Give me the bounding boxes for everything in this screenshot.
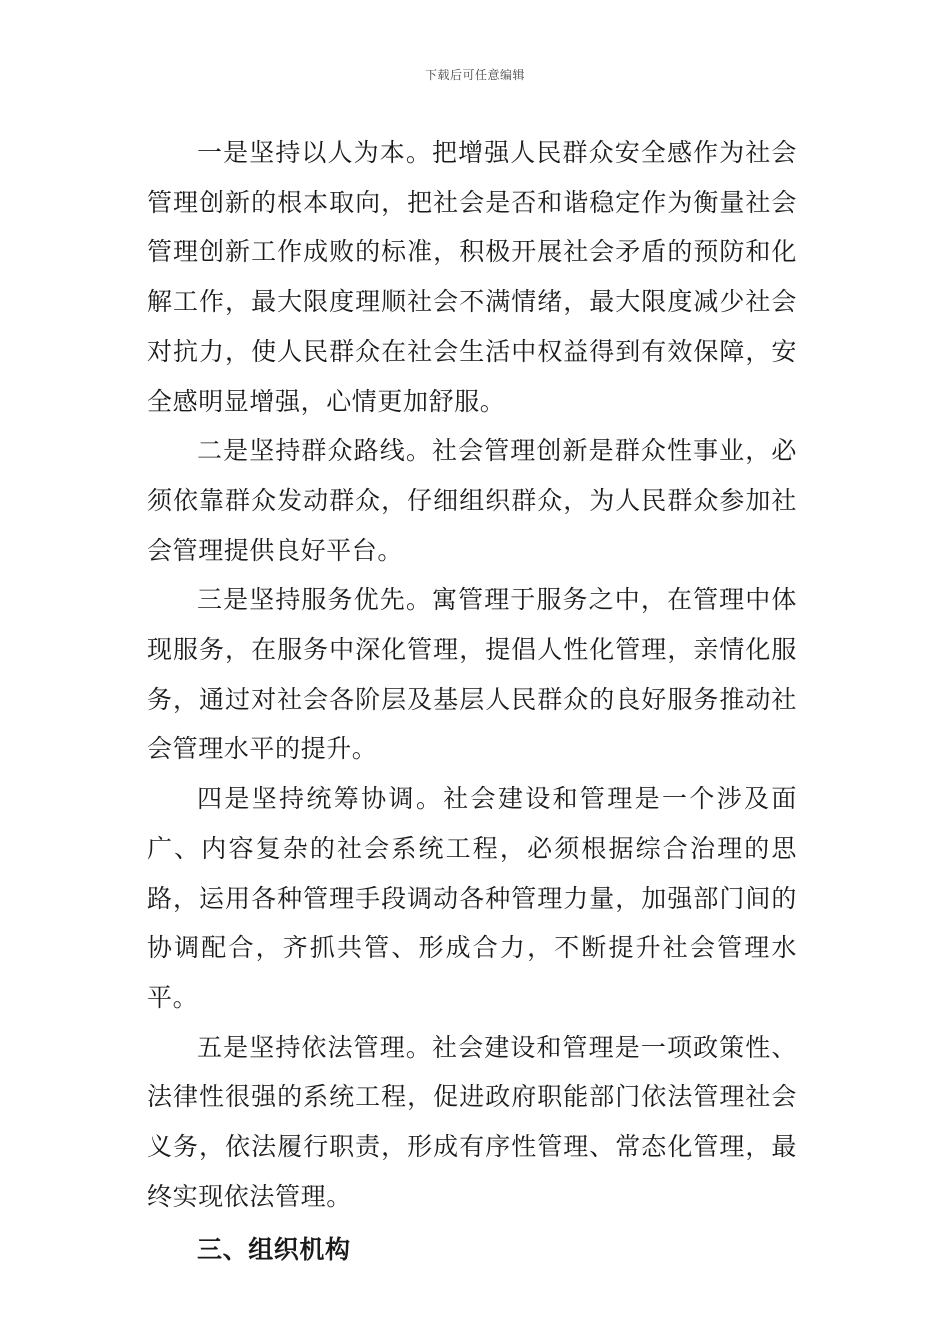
header-note: 下载后可任意编辑 (424, 68, 525, 82)
section-heading: 三、组织机构 (197, 1235, 351, 1265)
paragraph-people-oriented: 一是坚持以人为本。把增强人民群众安全感作为社会管理创新的根本取向，把社会是否和谐稳定作为衡量社会管理创新工作成败的标准，积极开展社会矛盾的预防和化解工作，最大限度理顺社会不满情绪，最大限度减少社会对抗力，使人民群众在社会生活中权益得到有效保障，安全感明显增强，心情更加舒服。 (147, 138, 797, 416)
paragraph-service-first: 三是坚持服务优先。寓管理于服务之中，在管理中体现服务，在服务中深化管理，提倡人性化管理，亲情化服务，通过对社会各阶层及基层人民群众的良好服务推动社会管理水平的提升。 (147, 585, 797, 764)
paragraph-rule-of-law: 五是坚持依法管理。社会建设和管理是一项政策性、法律性很强的系统工程，促进政府职能部门依法管理社会义务，依法履行职责，形成有序性管理、常态化管理，最终实现依法管理。 (147, 1032, 797, 1211)
document-body (147, 128, 797, 1275)
paragraph-mass-line: 二是坚持群众路线。社会管理创新是群众性事业，必须依靠群众发动群众，仔细组织群众，为人民群众参加社会管理提供良好平台。 (147, 436, 797, 565)
paragraph-coordination: 四是坚持统筹协调。社会建设和管理是一个涉及面广、内容复杂的社会系统工程，必须根据综合治理的思路，运用各种管理手段调动各种管理力量，加强部门间的协调配合，齐抓共管、形成合力，不断提升社会管理水平。 (147, 784, 797, 1012)
